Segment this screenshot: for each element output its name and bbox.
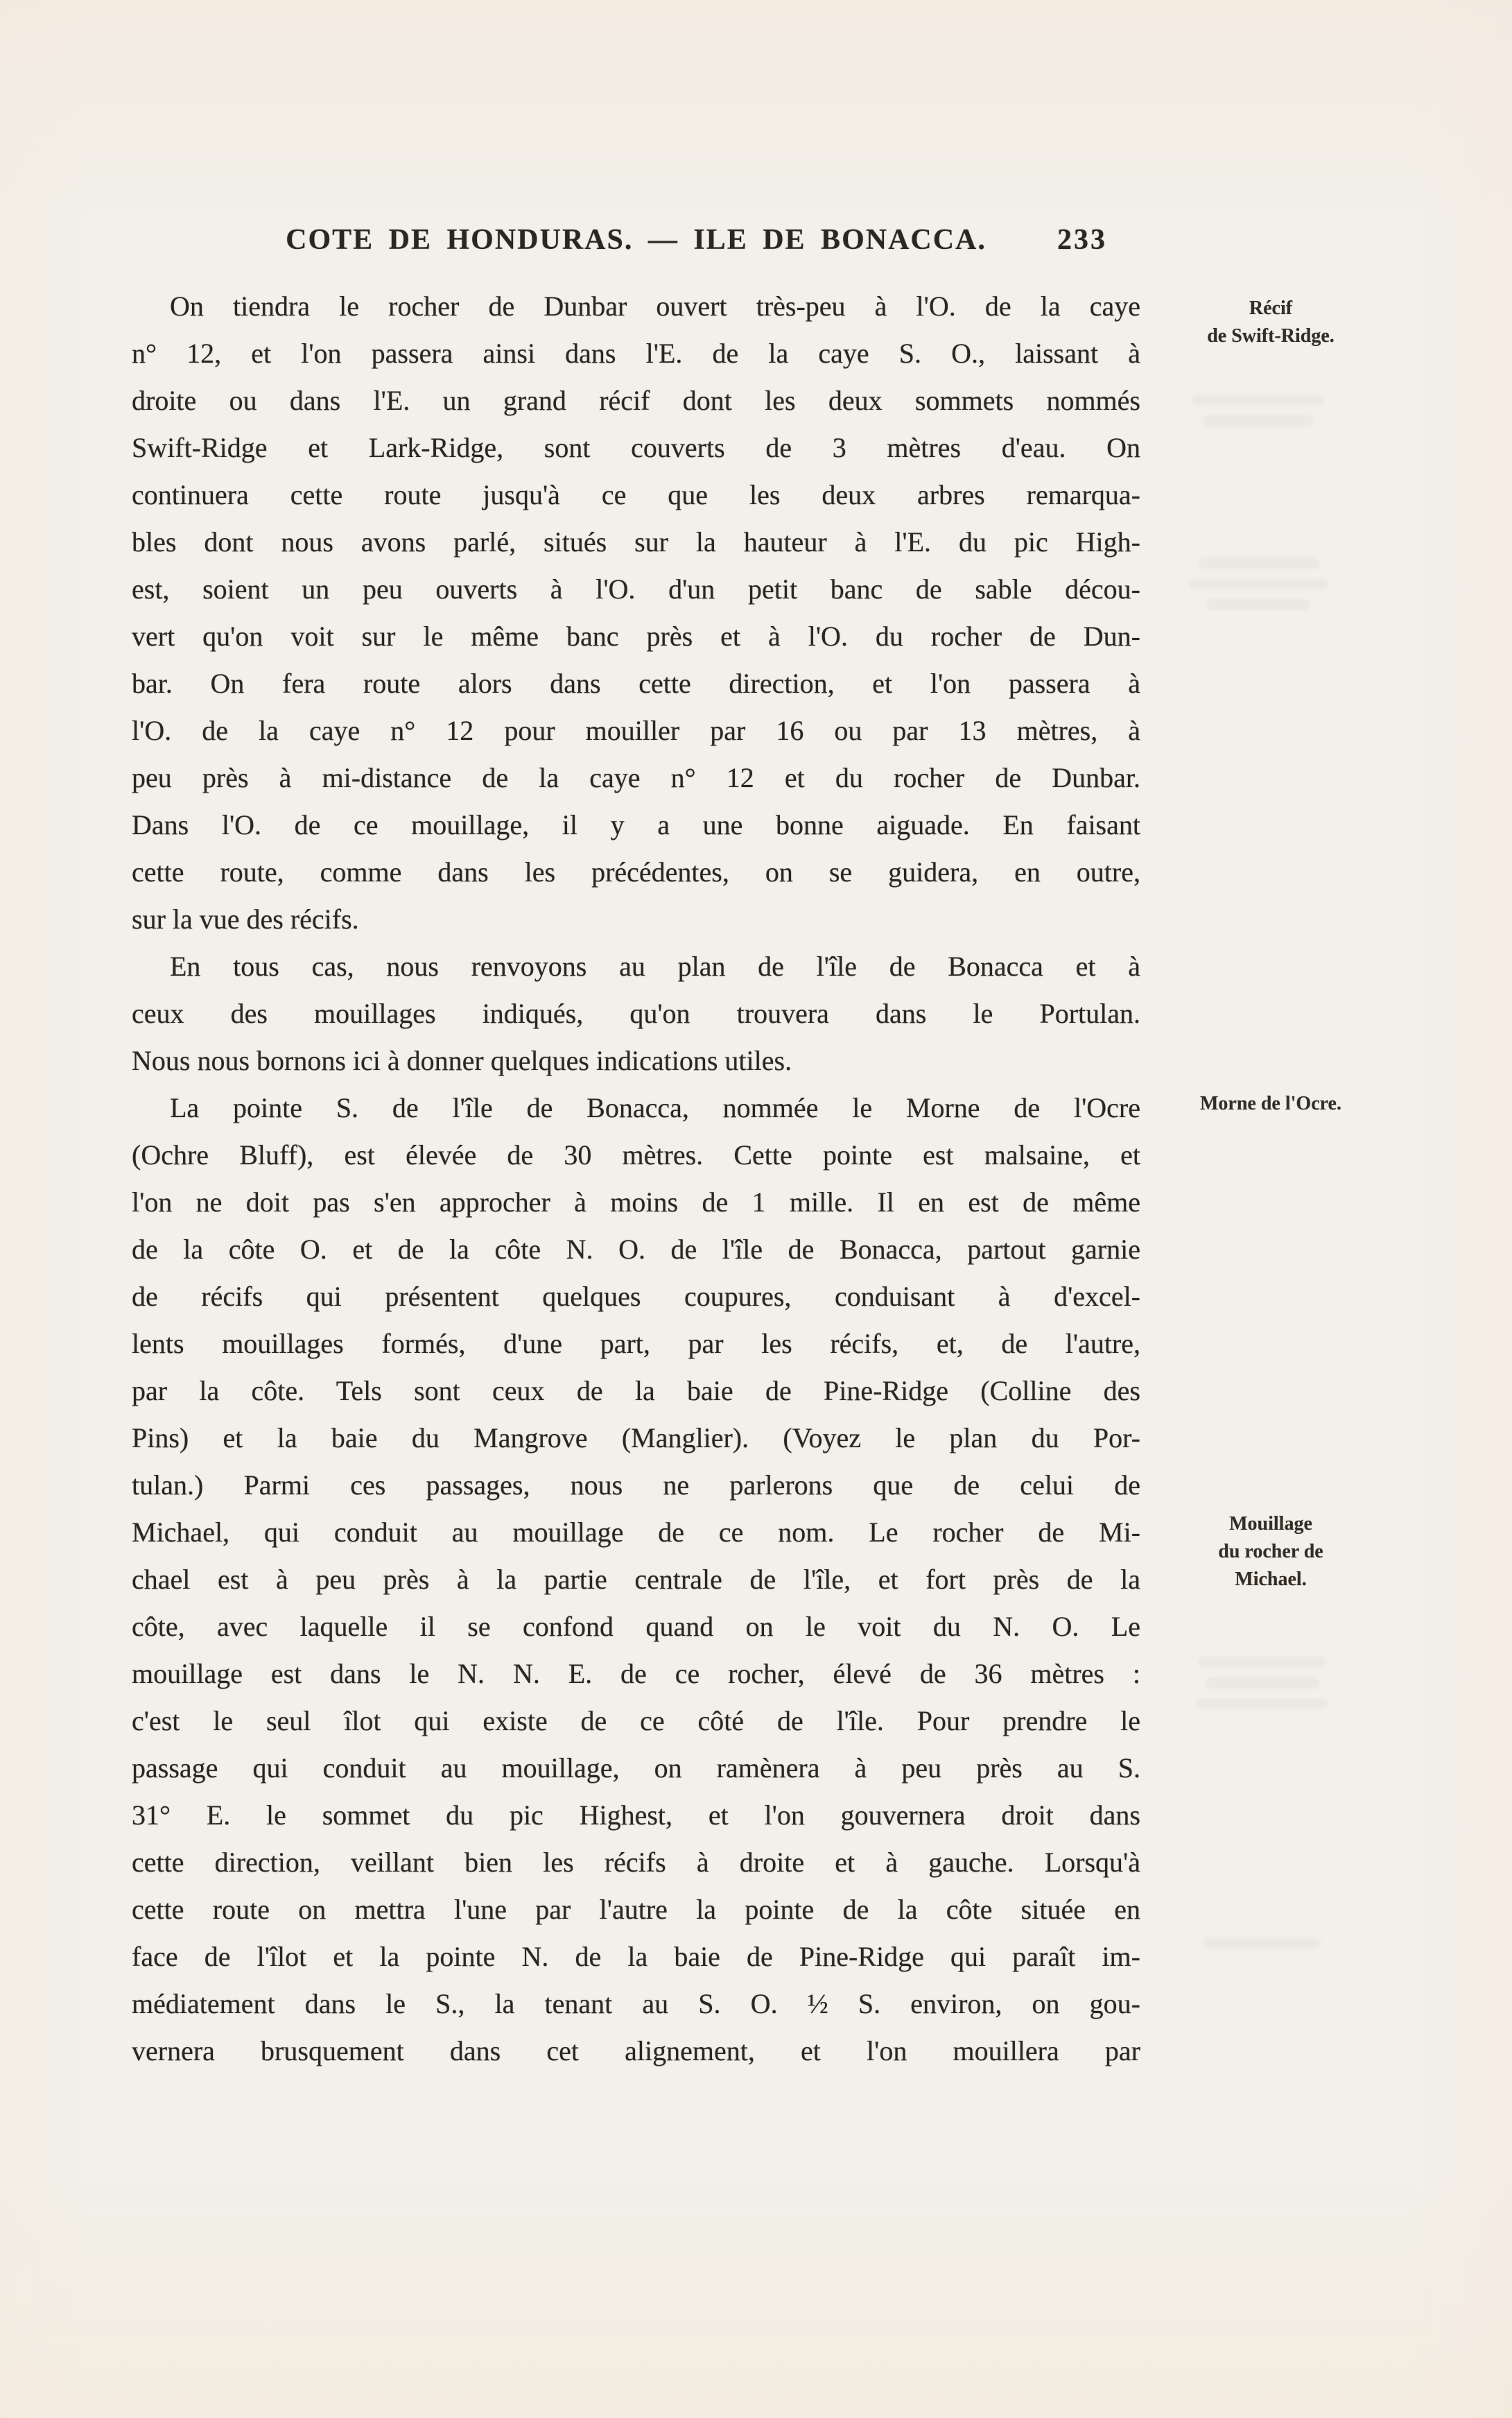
text-line: vert qu'on voit sur le même banc près et à l'O. du rocher de Dun- (132, 621, 1140, 652)
text-line: par la côte. Tels sont ceux de la baie de Pine-Ridge (Colline des (132, 1375, 1140, 1406)
text-line: c'est le seul îlot qui existe de ce côté de l'île. Pour prendre le (132, 1705, 1140, 1736)
text-line: cette route on mettra l'une par l'autre la pointe de la côte située en (132, 1894, 1140, 1925)
text-line: face de l'îlot et la pointe N. de la baie de Pine-Ridge qui paraît im- (132, 1941, 1140, 1972)
text-line: chael est à peu près à la partie centrale de l'île, et fort près de la (132, 1564, 1140, 1595)
margin-note (1156, 1510, 1385, 1594)
text-line: On tiendra le rocher de Dunbar ouvert très-peu à l'O. de la caye (170, 291, 1140, 322)
text-line: sur la vue des récifs. (132, 904, 359, 935)
text-line: Swift-Ridge et Lark-Ridge, sont couverts de 3 mètres d'eau. On (132, 432, 1140, 463)
margin-note (1156, 295, 1385, 350)
margin-note-line: Michael. (1235, 1569, 1307, 1590)
margin-note-line: de Swift-Ridge. (1207, 325, 1335, 347)
text-line: côte, avec laquelle il se confond quand on le voit du N. O. Le (132, 1611, 1140, 1642)
text-line: de la côte O. et de la côte N. O. de l'île de Bonacca, partout garnie (132, 1234, 1140, 1265)
bleed-through-artifact (1179, 548, 1338, 620)
bleed-through-artifact (1179, 385, 1338, 436)
text-line: est, soient un peu ouverts à l'O. d'un petit banc de sable décou- (132, 573, 1140, 605)
text-line: (Ochre Bluff), est élevée de 30 mètres. Cette pointe est malsaine, et (132, 1139, 1140, 1171)
bleed-through-artifact (1182, 1647, 1341, 1719)
text-line: bar. On fera route alors dans cette direction, et l'on passera à (132, 668, 1140, 699)
text-line: n° 12, et l'on passera ainsi dans l'E. de la caye S. O., laissant à (132, 338, 1140, 369)
margin-note-line: Mouillage (1229, 1513, 1312, 1535)
text-line: La pointe S. de l'île de Bonacca, nommée le Morne de l'Ocre (170, 1092, 1140, 1123)
body-text (132, 283, 1140, 2075)
text-line: Dans l'O. de ce mouillage, il y a une bonne aiguade. En faisant (132, 809, 1140, 840)
text-line: Pins) et la baie du Mangrove (Manglier). (Voyez le plan du Por- (132, 1422, 1140, 1453)
text-line: bles dont nous avons parlé, situés sur la hauteur à l'E. du pic High- (132, 526, 1140, 558)
text-line: passage qui conduit au mouillage, on ramènera à peu près au S. (132, 1752, 1140, 1784)
margin-notes (1156, 0, 1385, 2418)
margin-note (1156, 1090, 1385, 1118)
bleed-through-artifact (1182, 1928, 1341, 1958)
text-line: Nous nous bornons ici à donner quelques indications utiles. (132, 1045, 792, 1076)
text-line: continuera cette route jusqu'à ce que les deux arbres remarqua- (132, 479, 1140, 510)
text-line: médiatement dans le S., la tenant au S. O. ½ S. environ, on gou- (132, 1988, 1140, 2019)
text-line: l'on ne doit pas s'en approcher à moins de 1 mille. Il en est de même (132, 1186, 1140, 1218)
text-line: mouillage est dans le N. N. E. de ce rocher, élevé de 36 mètres : (132, 1658, 1140, 1689)
text-line: 31° E. le sommet du pic Highest, et l'on gouvernera droit dans (132, 1799, 1140, 1831)
running-title: COTE DE HONDURAS. — ILE DE BONACCA. (286, 224, 987, 256)
margin-note-line: du rocher de (1218, 1541, 1323, 1562)
text-line: cette direction, veillant bien les récifs à droite et à gauche. Lorsqu'à (132, 1847, 1140, 1878)
text-line: En tous cas, nous renvoyons au plan de l'île de Bonacca et à (170, 951, 1140, 982)
text-line: tulan.) Parmi ces passages, nous ne parlerons que de celui de (132, 1469, 1140, 1501)
text-line: Michael, qui conduit au mouillage de ce nom. Le rocher de Mi- (132, 1517, 1140, 1548)
text-line: ceux des mouillages indiqués, qu'on trouvera dans le Portulan. (132, 998, 1140, 1029)
text-line: peu près à mi-distance de la caye n° 12 et du rocher de Dunbar. (132, 762, 1140, 793)
text-line: droite ou dans l'E. un grand récif dont les deux sommets nommés (132, 385, 1140, 416)
page-header (132, 223, 1140, 265)
margin-note-line: Morne de l'Ocre. (1200, 1093, 1341, 1114)
page-number: 233 (1057, 224, 1107, 256)
text-line: cette route, comme dans les précédentes, on se guidera, en outre, (132, 856, 1140, 888)
text-line: de récifs qui présentent quelques coupures, conduisant à d'excel- (132, 1281, 1140, 1312)
text-line: vernera brusquement dans cet alignement, et l'on mouillera par (132, 2035, 1140, 2066)
text-line: l'O. de la caye n° 12 pour mouiller par 16 ou par 13 mètres, à (132, 715, 1140, 746)
text-line: lents mouillages formés, d'une part, par les récifs, et, de l'autre, (132, 1328, 1140, 1359)
margin-note-line: Récif (1249, 297, 1293, 319)
